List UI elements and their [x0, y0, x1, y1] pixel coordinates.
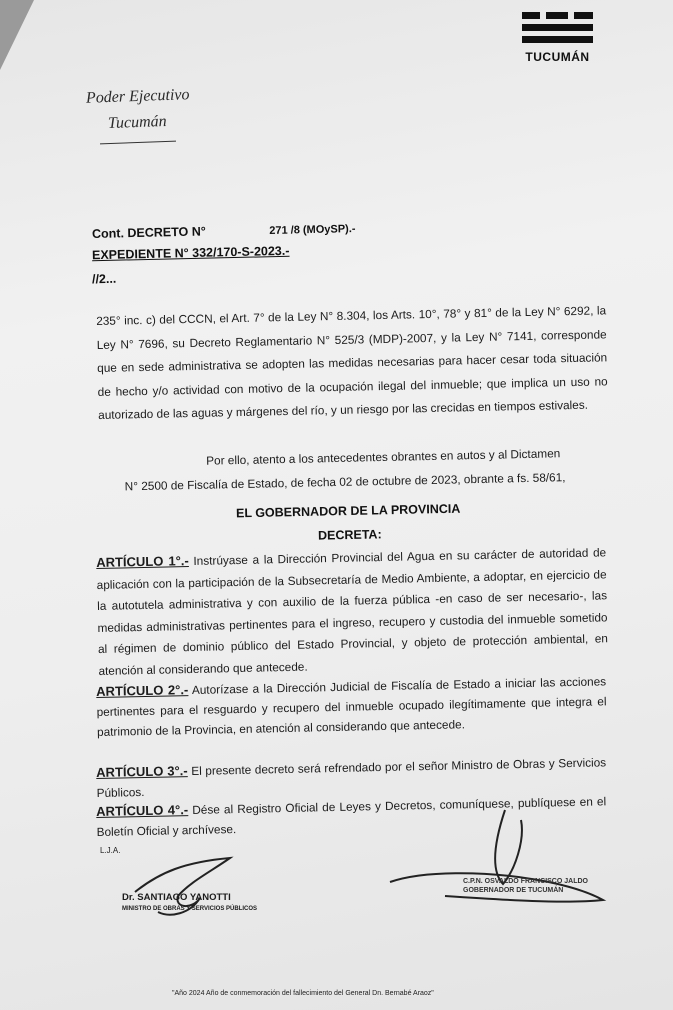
- decreto-label: Cont. DECRETO N°: [91, 224, 206, 241]
- article-2-label: ARTÍCULO 2°.-: [96, 682, 189, 699]
- article-4-label: ARTÍCULO 4°.-: [96, 802, 189, 819]
- logo-text: TUCUMÁN: [525, 50, 590, 64]
- article-1: [96, 541, 609, 682]
- minister-name: Dr. SANTIAGO YANOTTI: [122, 892, 231, 903]
- seal-line-1: Poder Ejecutivo: [85, 86, 190, 107]
- seal-underline: [100, 141, 176, 145]
- article-2-text: Autorízase a la Dirección Judicial de Fiscalía de Estado a iniciar las acciones pertinentes para el resguardo y recupero del inmueble ocupado ilegítimamente que integra el patrimonio de la Provincia, en atención al considerando que antecede.: [96, 674, 607, 739]
- decreto-number: 271 /8 (MOySP).-: [269, 223, 356, 237]
- tucuman-logo: [520, 10, 595, 64]
- governor-signature-block: [463, 878, 588, 894]
- governor-role: GOBERNADOR DE TUCUMÁN: [463, 887, 564, 894]
- tucuman-logo-mark: [520, 10, 595, 46]
- decreto-header: [92, 221, 356, 241]
- por-ello-first-line: Por ello, atento a los antecedentes obrantes en autos y al Dictamen: [206, 446, 561, 468]
- article-4-text: Dése al Registro Oficial de Leyes y Decretos, comuníquese, publíquese en el Boletín Oficial y archívese.: [96, 794, 607, 839]
- governor-title: EL GOBERNADOR DE LA PROVINCIA: [235, 501, 461, 521]
- article-3-label: ARTÍCULO 3°.-: [96, 763, 188, 780]
- expediente-number: EXPEDIENTE N° 332/170-S-2023.-: [91, 243, 290, 263]
- footer-motto: "Año 2024 Año de conmemoración del fallecimiento del General Dn. Bernabé Araoz": [172, 990, 434, 997]
- folded-corner: [0, 0, 34, 70]
- considerando-paragraph: 235° inc. c) del CCCN, el Art. 7° de la Ley N° 8.304, los Arts. 10°, 78° y 81° de la Ley N° 6292, la Ley N° 7696, su Decreto Reglamentario N° 525/3 (MDP)-2007, y la Ley N° 7141, corresponde que en sede administrativa se adopten las medidas necesarias para hacer cesar toda situación de hecho y/o actividad con motivo de la ocupación ilegal del inmueble; que implica un uso no autorizado de las aguas y márgenes del río, y un riesgo por las crecidas en tiempos estivales.: [96, 303, 608, 422]
- article-1-text: Instrúyase a la Dirección Provincial del Agua en su carácter de autoridad de aplicación con la participación de la Subsecretaría de Medio Ambiente, a adoptar, en ejercicio de la autotutela administrativa y con auxilio de la fuerza pública -en caso de ser necesario-, las medidas administrativas pertinentes para el ingreso, recupero y custodia del inmueble sometido al régimen de dominio público del Estado Provincial, y objeto de protección ambiental, en atención al considerando que antecede.: [96, 545, 609, 678]
- article-1-label: ARTÍCULO 1°.-: [96, 553, 189, 570]
- decreta-title: DECRETA:: [317, 527, 382, 543]
- article-3-text: El presente decreto será refrendado por el señor Ministro de Obras y Servicios Públicos.: [96, 755, 607, 800]
- por-ello-paragraph: [96, 441, 607, 499]
- initials: L.J.A.: [100, 846, 121, 855]
- page-marker: //2...: [91, 271, 117, 287]
- por-ello-rest: N° 2500 de Fiscalía de Estado, de fecha 02 de octubre de 2023, obrante a fs. 58/61,: [124, 469, 566, 493]
- minister-signature-block: [122, 892, 257, 912]
- minister-role: MINISTRO DE OBRAS Y SERVICIOS PÚBLICOS: [122, 906, 258, 912]
- governor-name: C.P.N. OSVALDO FRANCISCO JALDO: [463, 878, 588, 885]
- seal-line-2: Tucumán: [107, 112, 167, 133]
- article-2: [96, 671, 607, 742]
